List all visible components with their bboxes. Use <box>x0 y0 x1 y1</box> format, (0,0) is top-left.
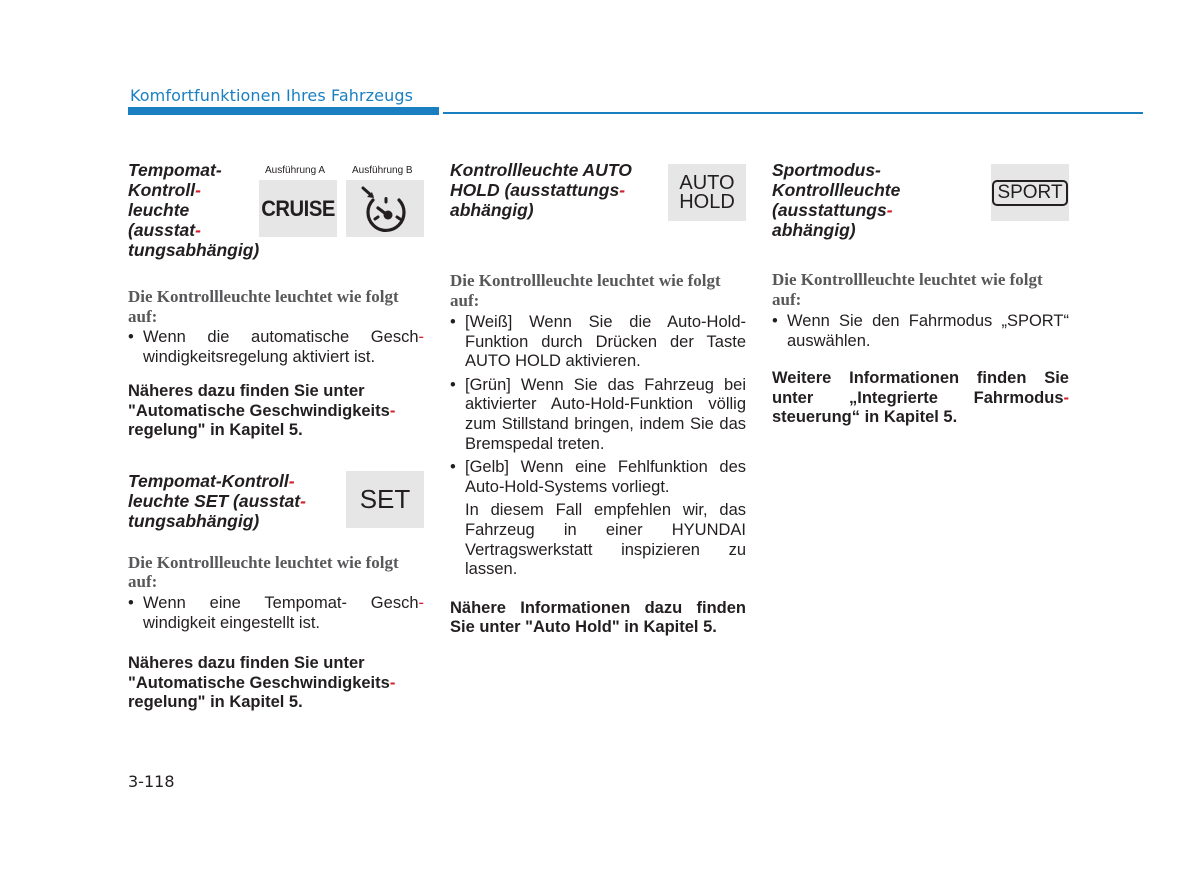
cruise-intro-text: Die Kontrollleuchte leuchtet wie folgt auf: <box>128 287 399 326</box>
variant-a-label: Ausführung A <box>265 165 326 176</box>
speedometer-icon <box>346 180 424 237</box>
column-sport-mode <box>772 160 1069 428</box>
sport-reference-note: Weitere Informationen finden Sie unter „Integrierte Fahrmodus- steuerung“ in Kapitel 5. <box>772 369 1069 427</box>
list-item: • [Weiß] Wenn Sie die Auto-Hold-Funktion durch Drücken der Taste AUTO HOLD aktivieren. <box>450 313 746 372</box>
sport-mode-indicator-icon: SPORT <box>991 164 1069 221</box>
set-intro-text: Die Kontrollleuchte leuchtet wie folgt auf: <box>128 552 399 592</box>
speedometer-gauge-icon <box>357 184 413 234</box>
cruise-indicator-title: Tempomat- Kontroll- leuchte (ausstat- tungsabhängig) <box>128 160 260 260</box>
sport-mode-title: Sportmodus- Kontrollleuchte (ausstattungs- abhängig) <box>772 160 901 240</box>
auto-hold-reference-note: Nähere Informationen dazu finden Sie unter "Auto Hold" in Kapitel 5. <box>450 598 746 637</box>
list-item: • [Grün] Wenn Sie das Fahrzeug bei aktivierter Auto-Hold-Funktion völlig zum Stillstand bringen, indem Sie das Bremspedal treten. <box>450 376 746 454</box>
column-auto-hold <box>450 160 746 638</box>
auto-hold-title: Kontrollleuchte AUTO HOLD (ausstattungs- abhängig) <box>450 160 632 220</box>
auto-hold-heading <box>450 160 746 248</box>
auto-hold-followup-text: In diesem Fall empfehlen wir, das Fahrzeug in einer HYUNDAI Vertragswerkstatt inspizieren zu lassen. <box>465 501 746 579</box>
list-item: • Wenn Sie den Fahrmodus „SPORT“ auswählen. <box>772 312 1069 351</box>
cruise-indicator-icon: CRUISE <box>259 180 337 237</box>
set-indicator-heading <box>128 471 424 541</box>
list-item: • Wenn die automatische Gesch- windigkeitsregelung aktiviert ist. <box>128 328 424 367</box>
header-accent-bar <box>128 107 439 115</box>
column-cruise-control <box>128 160 424 713</box>
sport-intro-text: Die Kontrollleuchte leuchtet wie folgt auf: <box>772 270 1043 309</box>
variant-b-label: Ausführung B <box>352 165 413 176</box>
header-rule <box>443 112 1143 114</box>
set-indicator-icon: SET <box>346 471 424 528</box>
auto-hold-indicator-icon: AUTO HOLD <box>668 164 746 221</box>
set-indicator-title: Tempomat-Kontroll- leuchte SET (ausstat- tungsabhängig) <box>128 470 306 531</box>
set-reference-note: Näheres dazu finden Sie unter "Automatische Geschwindigkeits- regelung" in Kapitel 5. <box>128 654 396 712</box>
list-item: • [Gelb] Wenn eine Fehlfunktion des Auto-Hold-Systems vorliegt. <box>450 458 746 497</box>
sport-bullet-list <box>772 312 1069 351</box>
cruise-bullet-list <box>128 328 424 367</box>
sport-mode-heading <box>772 160 1069 248</box>
list-item: • Wenn eine Tempomat- Gesch- windigkeit eingestellt ist. <box>128 594 424 633</box>
section-header-title: Komfortfunktionen Ihres Fahrzeugs <box>130 86 414 105</box>
page-number: 3-118 <box>128 772 175 791</box>
cruise-indicator-heading <box>128 160 424 268</box>
set-bullet-list <box>128 594 424 633</box>
auto-hold-bullet-list <box>450 313 746 497</box>
cruise-reference-note: Näheres dazu finden Sie unter "Automatische Geschwindigkeits- regelung" in Kapitel 5. <box>128 382 396 440</box>
auto-hold-intro-text: Die Kontrollleuchte leuchtet wie folgt auf: <box>450 271 721 310</box>
